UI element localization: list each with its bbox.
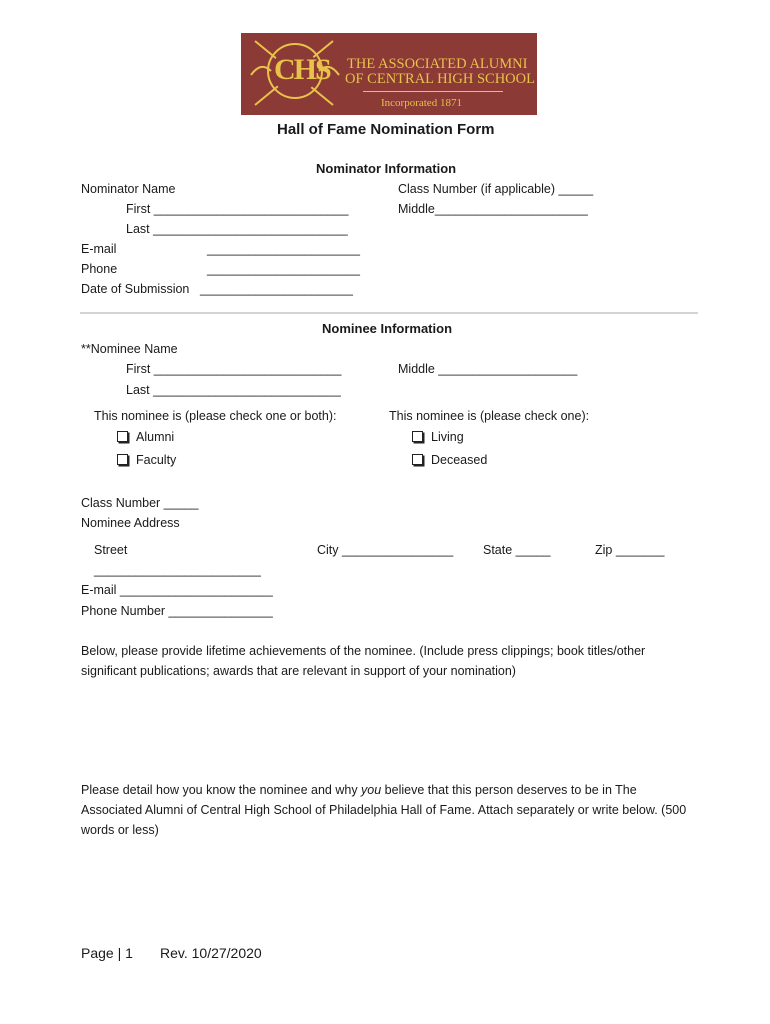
- detail-prompt-emphasis: you: [361, 783, 382, 797]
- logo-divider: [363, 91, 503, 92]
- date-of-submission-label: Date of Submission: [81, 282, 190, 296]
- association-logo: [241, 33, 537, 115]
- logo-monogram: CHS: [274, 53, 330, 86]
- nominator-phone-label: Phone: [81, 262, 118, 276]
- page-number: Page | 1: [81, 945, 133, 961]
- nominee-name-label: **Nominee Name: [81, 342, 178, 356]
- nominee-status-question: This nominee is (please check one):: [389, 409, 590, 423]
- deceased-label: Deceased: [431, 453, 488, 467]
- alumni-label: Alumni: [136, 430, 175, 444]
- nominator-last-field[interactable]: Last ____________________________: [126, 222, 348, 236]
- achievements-prompt-line-1: Below, please provide lifetime achievements of the nominee. (Include press clippings; book titles/other: [81, 644, 646, 658]
- nominee-phone-field[interactable]: Phone Number _______________: [81, 604, 273, 618]
- nominator-heading: Nominator Information: [316, 161, 457, 176]
- logo-line-1: THE ASSOCIATED ALUMNI: [347, 56, 528, 72]
- nominee-last-field[interactable]: Last ___________________________: [126, 383, 341, 397]
- nominator-name-label: Nominator Name: [81, 182, 176, 196]
- faculty-checkbox[interactable]: [117, 453, 176, 468]
- revision-date: Rev. 10/27/2020: [160, 945, 262, 961]
- nominator-email-label: E-mail: [81, 242, 117, 256]
- nominator-class-number-field[interactable]: Class Number (if applicable) _____: [398, 182, 594, 196]
- state-field[interactable]: State _____: [483, 543, 551, 557]
- zip-field[interactable]: Zip _______: [595, 543, 665, 557]
- detail-prompt-pre: Please detail how you know the nominee and why: [81, 783, 362, 797]
- nominee-middle-field[interactable]: Middle ____________________: [398, 362, 578, 376]
- section-divider: [80, 312, 698, 314]
- checkbox-icon[interactable]: [117, 454, 128, 465]
- checkbox-icon[interactable]: [412, 454, 423, 465]
- nominator-first-field[interactable]: First ____________________________: [126, 202, 349, 216]
- nominator-middle-field[interactable]: Middle______________________: [398, 202, 588, 216]
- checkbox-icon[interactable]: [412, 431, 423, 442]
- achievements-prompt-line-2: significant publications; awards that are relevant in support of your nomination): [81, 664, 516, 678]
- detail-prompt-line-3: words or less): [81, 823, 159, 837]
- date-of-submission-field[interactable]: ______________________: [200, 282, 353, 296]
- living-label: Living: [431, 430, 464, 444]
- faculty-label: Faculty: [136, 453, 177, 467]
- form-title: Hall of Fame Nomination Form: [277, 121, 495, 138]
- detail-prompt-post: believe that this person deserves to be in The: [381, 783, 637, 797]
- nominee-class-number-field[interactable]: Class Number _____: [81, 496, 199, 510]
- checkbox-icon[interactable]: [117, 431, 128, 442]
- living-checkbox[interactable]: [412, 430, 464, 445]
- nominee-type-question: This nominee is (please check one or both):: [94, 409, 337, 423]
- logo-line-2: OF CENTRAL HIGH SCHOOL: [345, 71, 535, 87]
- nominee-heading: Nominee Information: [322, 321, 453, 336]
- street-field[interactable]: ________________________: [94, 563, 261, 577]
- nominator-phone-field[interactable]: ______________________: [207, 262, 360, 276]
- street-label: Street: [94, 543, 128, 557]
- alumni-checkbox[interactable]: [117, 430, 174, 445]
- nominator-email-field[interactable]: ______________________: [207, 242, 360, 256]
- logo-line-3: Incorporated 1871: [381, 97, 462, 109]
- nominee-first-field[interactable]: First ___________________________: [126, 362, 342, 376]
- deceased-checkbox[interactable]: [412, 453, 487, 468]
- detail-prompt-line-2: Associated Alumni of Central High School of Philadelphia Hall of Fame. Attach separately or write below. (500: [81, 803, 687, 817]
- detail-prompt-line-1: [81, 783, 637, 798]
- nominee-address-label: Nominee Address: [81, 516, 180, 530]
- nominee-email-field[interactable]: E-mail ______________________: [81, 583, 273, 597]
- city-field[interactable]: City ________________: [317, 543, 454, 557]
